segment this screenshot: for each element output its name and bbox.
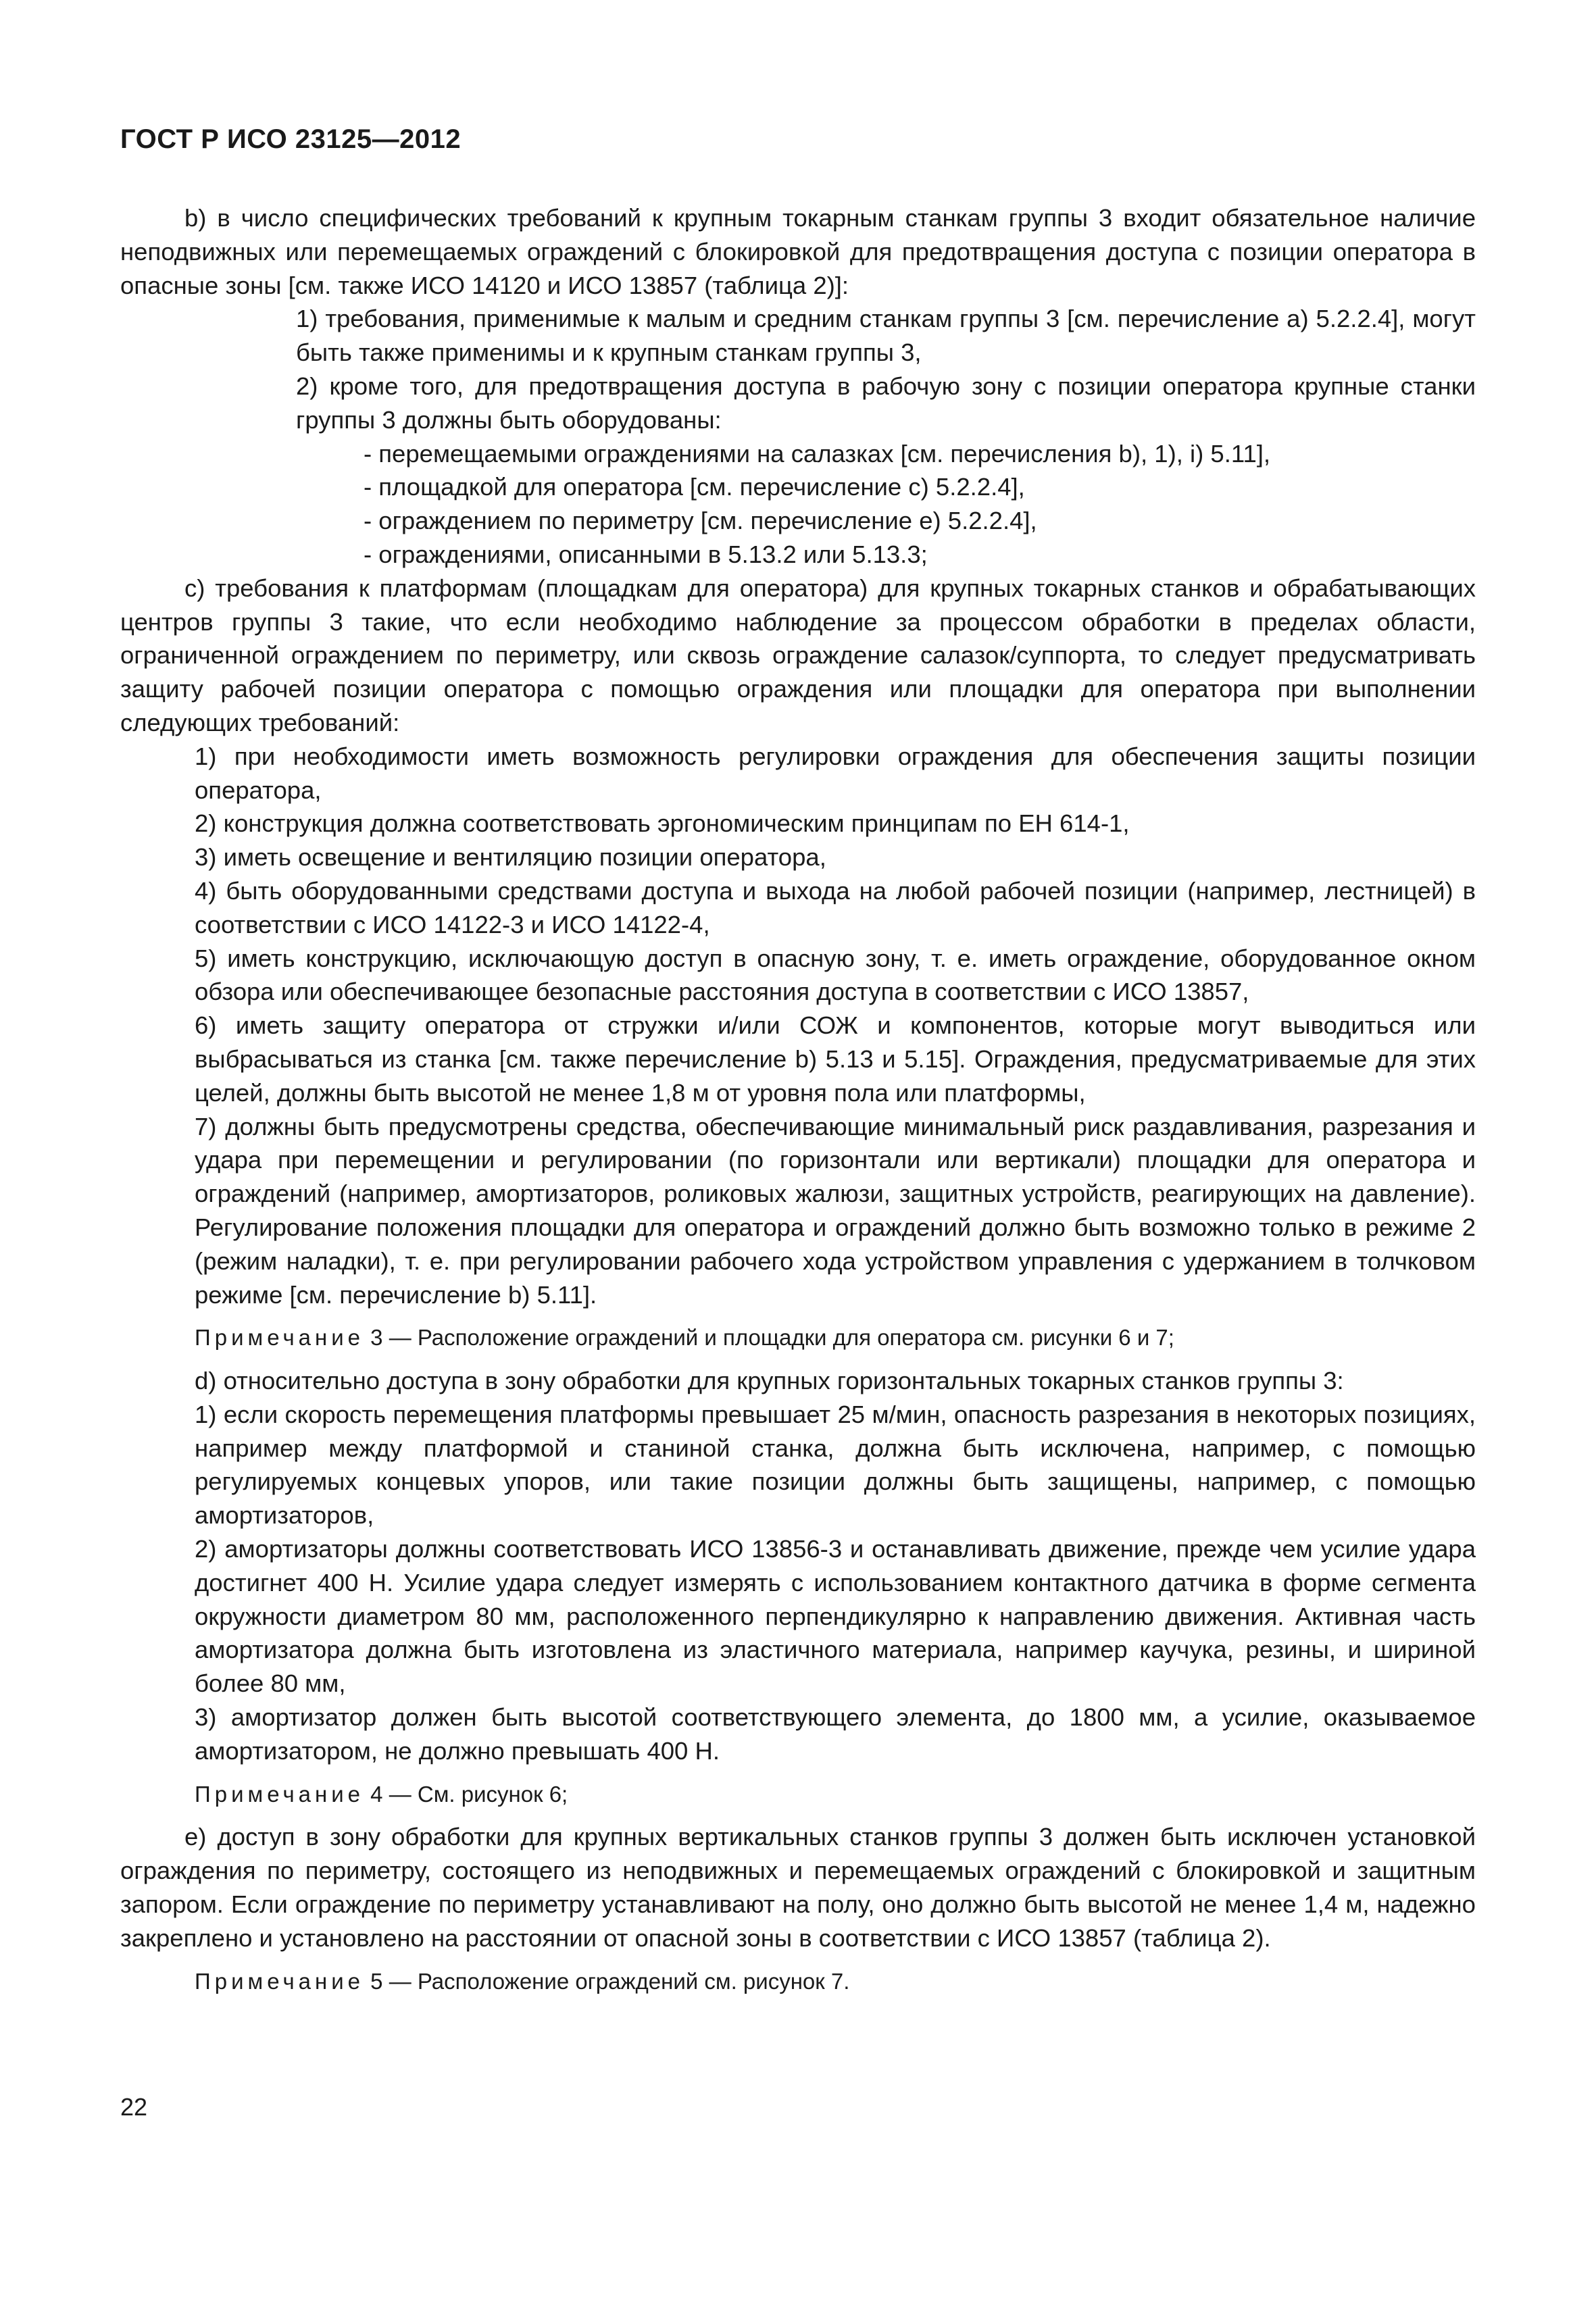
list-item-d1: 1) если скорость перемещения платформы превышает 25 м/мин, опасность разрезания в некоторых позициях, например между платформой и станиной станка, должна быть исключена, например, с помощью регулируемых концевых упоров, или такие позиции должны быть защищены, например, с помощью амортизаторов, (195, 1400, 1476, 1530)
paragraph-b-intro: b) в число специфических требований к крупным токарным станкам группы 3 входит обязательное наличие неподвижных или перемещаемых ограждений с блокировкой для предотвращения доступа с позиции оператора в опасные зоны [см. также ИСО 14120 и ИСО 13857 (таблица 2)]: (120, 204, 1476, 299)
list-item-b1: 1) требования, применимые к малым и средним станкам группы 3 [см. перечисление а) 5.2.2.4], могут быть также применимы и к крупным станкам группы 3, (296, 305, 1476, 367)
note-4 (120, 1778, 1476, 1811)
note-label: Примечание (195, 1781, 365, 1807)
list-item-c5: 5) иметь конструкцию, исключающую доступ в опасную зону, т. е. иметь ограждение, оборудованное окном обзора или обеспечивающее безопасные расстояния доступа в соответствии с ИСО 13857, (195, 944, 1476, 1006)
list-item-c6: 6) иметь защиту оператора от стружки и/или СОЖ и компонентов, которые могут выводиться или выбрасываться из станка [см. также перечисление b) 5.13 и 5.15]. Ограждения, предусматриваемые для этих целей, должны быть высотой не менее 1,8 м от уровня пола или платформы, (195, 1011, 1476, 1107)
note-4-text: 4 — См. рисунок 6; (364, 1781, 568, 1807)
document-header: ГОСТ Р ИСО 23125—2012 (120, 124, 462, 154)
list-item-c3: 3) иметь освещение и вентиляцию позиции оператора, (195, 843, 826, 872)
note-5-text: 5 — Расположение ограждений см. рисунок 7. (364, 1968, 850, 1994)
list-item-c7: 7) должны быть предусмотрены средства, обеспечивающие минимальный риск раздавливания, разрезания и удара при перемещении и регулировании (по горизонтали или вертикали) площадки для оператора и ограждений (например, амортизаторов, роликовых жалюзи, защитных устройств, реагирующих на давление). Регулирование положения площадки для оператора и ограждений должно быть возможно только в режиме 2 (режим наладки), т. е. при регулировании рабочего хода устройством управления с удержанием в толчковом режиме [см. перечисление b) 5.11]. (195, 1112, 1476, 1309)
list-item-c1: 1) при необходимости иметь возможность регулировки ограждения для обеспечения защиты позиции оператора, (195, 742, 1476, 804)
page-number: 22 (120, 2093, 148, 2121)
paragraph-c-intro: с) требования к платформам (площадкам для оператора) для крупных токарных станков и обрабатывающих центров группы 3 такие, что если необходимо наблюдение за процессом обработки в пределах области, ограниченной ограждением по периметру, или сквозь ограждение салазок/суппорта, то следует предусматривать защиту рабочей позиции оператора с помощью ограждения или площадки для оператора при выполнении следующих требований: (120, 574, 1476, 736)
note-label: Примечание (195, 1968, 365, 1994)
document-body (120, 201, 1476, 2007)
list-item-d2: 2) амортизаторы должны соответствовать ИСО 13856-3 и останавливать движение, прежде чем усилие удара достигнет 400 Н. Усилие удара следует измерять с использованием контактного датчика в форме сегмента окружности диаметром 80 мм, расположенного перпендикулярно к направлению движения. Активная часть амортизатора должна быть изготовлена из эластичного материала, например каучука, резины, и шириной более 80 мм, (195, 1535, 1476, 1698)
paragraph-d-intro: d) относительно доступа в зону обработки для крупных горизонтальных токарных станков группы 3: (195, 1367, 1344, 1395)
list-item-c4: 4) быть оборудованными средствами доступа и выхода на любой рабочей позиции (например, лестницей) в соответствии с ИСО 14122-3 и ИСО 14122-4, (195, 876, 1476, 938)
note-3 (120, 1321, 1476, 1355)
sub-item-b2-3: - ограждением по периметру [см. перечисление е) 5.2.2.4], (364, 507, 1037, 535)
list-item-b2: 2) кроме того, для предотвращения доступа в рабочую зону с позиции оператора крупные станки группы 3 должны быть оборудованы: (296, 372, 1476, 434)
list-item-d3: 3) амортизатор должен быть высотой соответствующего элемента, до 1800 мм, а усилие, оказываемое амортизатором, не должно превышать 400 Н. (195, 1703, 1476, 1765)
sub-item-b2-2: - площадкой для оператора [см. перечисление с) 5.2.2.4], (364, 473, 1025, 501)
note-3-text: 3 — Расположение ограждений и площадки для оператора см. рисунки 6 и 7; (364, 1325, 1174, 1351)
sub-item-b2-4: - ограждениями, описанными в 5.13.2 или 5.13.3; (364, 540, 928, 568)
note-5 (120, 1965, 1476, 1998)
list-item-c2: 2) конструкция должна соответствовать эргономическим принципам по ЕН 614-1, (195, 809, 1130, 838)
paragraph-e: е) доступ в зону обработки для крупных вертикальных станков группы 3 должен быть исключен установкой ограждения по периметру, состоящего из неподвижных и перемещаемых ограждений с блокировкой и защитным запором. Если ограждение по периметру устанавливают на полу, оно должно быть высотой не менее 1,4 м, надежно закреплено и установлено на расстоянии от опасной зоны в соответствии с ИСО 13857 (таблица 2). (120, 1823, 1476, 1952)
note-label: Примечание (195, 1325, 365, 1351)
sub-item-b2-1: - перемещаемыми ограждениями на салазках [см. перечисления b), 1), i) 5.11], (364, 439, 1271, 468)
